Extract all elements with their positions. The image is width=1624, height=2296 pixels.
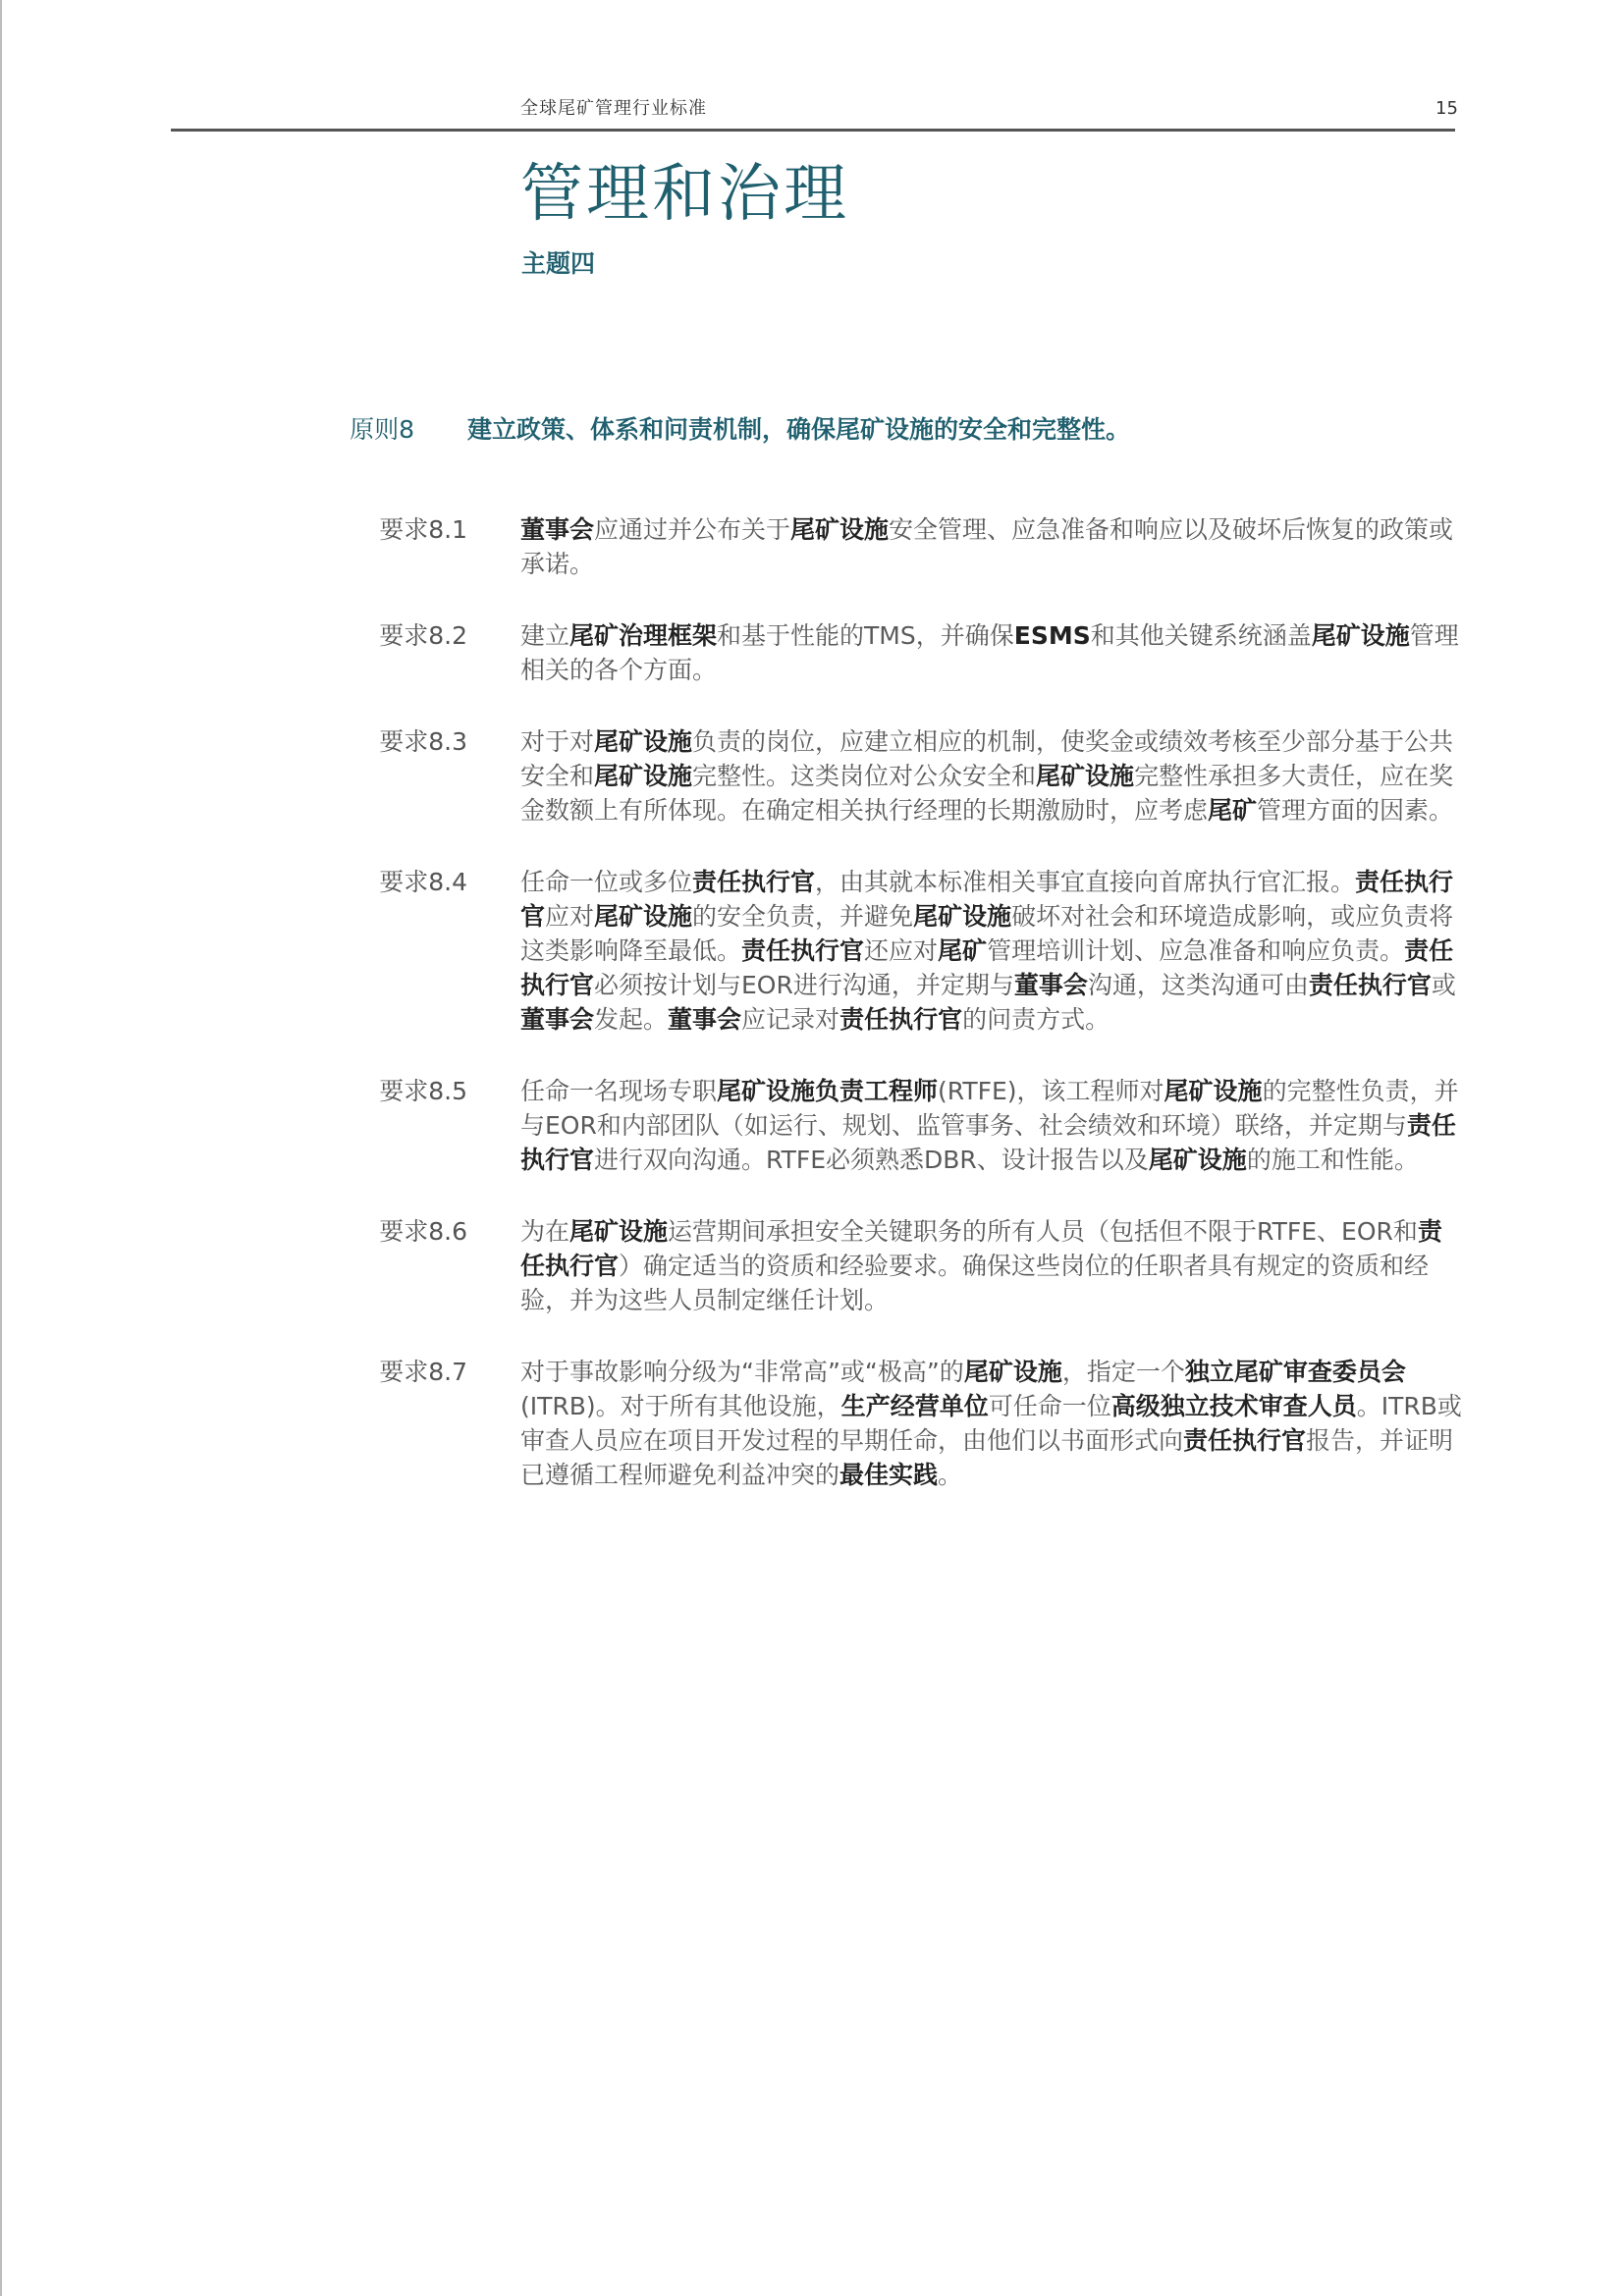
requirement-text: [520, 1214, 1463, 1317]
requirement-label: 要求8.7: [379, 1358, 467, 1386]
defined-term: 尾矿: [1208, 796, 1258, 825]
text-segment: 报告，并证明已遵循工程师避免利益冲突的: [520, 1426, 1454, 1489]
defined-term: 独立尾矿审查委员会: [1184, 1358, 1406, 1386]
defined-term: 尾矿设施: [569, 1217, 669, 1246]
requirement-label: 要求8.1: [379, 515, 467, 544]
defined-term: 责任执行官: [692, 868, 816, 896]
defined-term: 责任执行官: [520, 868, 1454, 931]
defined-term: 董事会: [668, 1005, 742, 1034]
text-segment: 负责的岗位，应建立相应的机制，使奖金或绩效考核至少部分基于公共安全和: [520, 727, 1454, 790]
text-segment: 应对: [545, 902, 595, 931]
text-segment: (ITRB)。对于所有其他设施，: [520, 1392, 841, 1420]
defined-term: 尾矿设施: [594, 727, 693, 756]
text-segment: 任命一位或多位: [520, 868, 693, 896]
defined-term: 尾矿: [938, 936, 988, 965]
defined-term: 尾矿设施负责工程师: [717, 1077, 939, 1105]
text-segment: (RTFE)，该工程师对: [938, 1077, 1164, 1105]
text-segment: 的问责方式。: [962, 1005, 1110, 1034]
defined-term: 尾矿设施: [594, 902, 693, 931]
requirement-item: [295, 724, 1463, 828]
text-segment: 和其他关键系统涵盖: [1090, 621, 1312, 650]
text-segment: 管理方面的因素。: [1257, 796, 1454, 825]
page-left-edge: [0, 0, 2, 2296]
text-segment: ）确定适当的资质和经验要求。确保这些岗位的任职者具有规定的资质和经验，并为这些人员制定继任计划。: [520, 1252, 1430, 1314]
text-segment: 必须按计划与EOR进行沟通，并定期与: [594, 971, 1014, 999]
requirement-text: [520, 512, 1463, 581]
text-segment: 。: [938, 1461, 963, 1489]
text-segment: 完整性承担多大责任，应在奖金数额上有所体现。在确定相关执行经理的长期激励时，应考虑: [520, 762, 1454, 825]
requirement-label: 要求8.3: [379, 727, 467, 756]
defined-term: 尾矿设施: [963, 1358, 1062, 1386]
text-segment: 可任命一位: [988, 1392, 1111, 1420]
requirement-item: [295, 1355, 1463, 1492]
text-segment: 运营期间承担安全关键职务的所有人员（包括但不限于RTFE、EOR和: [668, 1217, 1418, 1246]
defined-term: 尾矿治理框架: [569, 621, 718, 650]
text-segment: 的完整性负责，并与EOR和内部团队（如运行、规划、监管事务、社会绩效和环境）联络，并定期与: [520, 1077, 1459, 1140]
requirement-text: [520, 1355, 1463, 1492]
text-segment: 或: [1431, 971, 1456, 999]
defined-term: 责任执行官: [1308, 971, 1432, 999]
text-segment: 完整性。这类岗位对公众安全和: [692, 762, 1037, 790]
text-segment: 进行双向沟通。RTFE必须熟悉DBR、设计报告以及: [594, 1146, 1149, 1174]
requirement-text: [520, 724, 1463, 828]
requirement-label: 要求8.2: [379, 621, 467, 650]
defined-term: 董事会: [520, 515, 595, 544]
text-segment: 应记录对: [741, 1005, 840, 1034]
defined-term: 责任执行官: [839, 1005, 963, 1034]
text-segment: 为在: [520, 1217, 570, 1246]
text-segment: 和基于性能的TMS，并确保: [717, 621, 1014, 650]
defined-term: 责任执行官: [1183, 1426, 1307, 1455]
principle-row: [295, 410, 1463, 446]
defined-term: 生产经营单位: [840, 1392, 989, 1420]
text-segment: ，由其就本标准相关事宜直接向首席执行官汇报。: [815, 868, 1356, 896]
requirement-text: [520, 865, 1463, 1037]
page-number: 15: [1435, 98, 1458, 119]
defined-term: 责任执行官: [520, 1217, 1442, 1280]
theme-subtitle: 主题四: [521, 249, 596, 278]
requirement-item: [295, 618, 1463, 687]
requirement-label: 要求8.6: [379, 1217, 467, 1246]
defined-term: 尾矿设施: [1164, 1077, 1263, 1105]
text-segment: 沟通，这类沟通可由: [1087, 971, 1309, 999]
defined-term: 尾矿设施: [790, 515, 890, 544]
defined-term: 董事会: [520, 1005, 595, 1034]
text-segment: 。ITRB或审查人员应在项目开发过程的早期任命，由他们以书面形式向: [520, 1392, 1462, 1455]
principle-text: 建立政策、体系和问责机制，确保尾矿设施的安全和完整性。: [467, 415, 1131, 444]
requirement-item: [295, 1074, 1463, 1177]
requirement-text: [520, 618, 1463, 687]
requirement-text: [520, 1074, 1463, 1177]
text-segment: 还应对: [864, 936, 939, 965]
text-segment: ，指定一个: [1061, 1358, 1185, 1386]
running-header-title: 全球尾矿管理行业标准: [520, 98, 707, 119]
defined-term: 责任执行官: [741, 936, 865, 965]
defined-term: 高级独立技术审查人员: [1110, 1392, 1357, 1420]
defined-term: 责任执行官: [520, 936, 1454, 999]
defined-term: 董事会: [1013, 971, 1088, 999]
text-segment: 的施工和性能。: [1246, 1146, 1419, 1174]
defined-term: 责任执行官: [520, 1111, 1456, 1174]
header-divider: [171, 129, 1455, 132]
requirement-item: [295, 1214, 1463, 1317]
text-segment: 对于事故影响分级为“非常高”或“极高”的: [520, 1358, 964, 1386]
defined-term: 尾矿设施: [1148, 1146, 1247, 1174]
text-segment: 管理相关的各个方面。: [520, 621, 1459, 684]
requirement-item: [295, 512, 1463, 581]
requirement-item: [295, 865, 1463, 1037]
principle-label: 原则8: [350, 415, 414, 444]
text-segment: 任命一名现场专职: [520, 1077, 718, 1105]
text-segment: 发起。: [594, 1005, 669, 1034]
text-segment: 安全管理、应急准备和响应以及破坏后恢复的政策或承诺。: [520, 515, 1454, 578]
defined-term: 尾矿设施: [1311, 621, 1410, 650]
requirements-list: [295, 512, 1463, 1529]
requirement-label: 要求8.4: [379, 868, 467, 896]
defined-term: ESMS: [1013, 621, 1091, 650]
text-segment: 建立: [520, 621, 570, 650]
text-segment: 对于对: [520, 727, 595, 756]
defined-term: 尾矿设施: [594, 762, 693, 790]
page-title: 管理和治理: [520, 158, 849, 231]
requirement-label: 要求8.5: [379, 1077, 467, 1105]
text-segment: 的安全负责，并避免: [692, 902, 914, 931]
defined-term: 尾矿设施: [1036, 762, 1135, 790]
text-segment: 应通过并公布关于: [594, 515, 791, 544]
text-segment: 管理培训计划、应急准备和响应负责。: [987, 936, 1405, 965]
text-segment: 破坏对社会和环境造成影响，或应负责将这类影响降至最低。: [520, 902, 1454, 965]
defined-term: 尾矿设施: [913, 902, 1012, 931]
defined-term: 最佳实践: [839, 1461, 939, 1489]
